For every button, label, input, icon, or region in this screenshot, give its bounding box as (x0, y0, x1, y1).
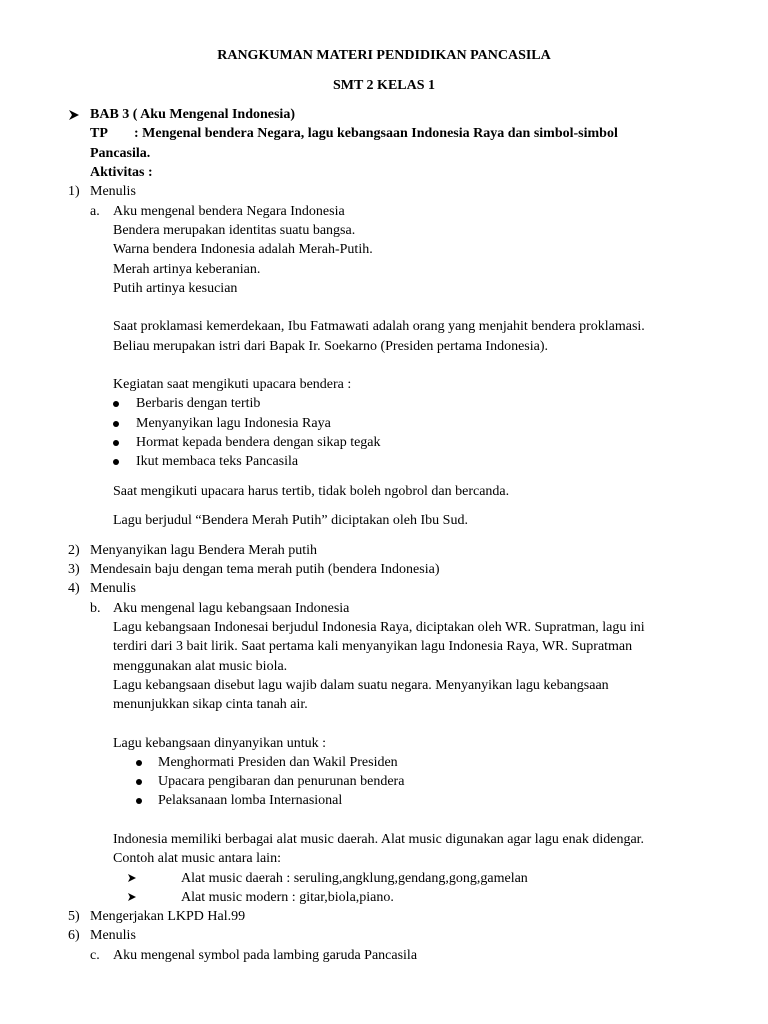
bullet-icon (113, 401, 119, 407)
arrow-bullet-icon (68, 109, 80, 121)
text-line: Kegiatan saat mengikuti upacara bendera : (113, 377, 352, 392)
tp-text: : Mengenal bendera Negara, lagu kebangsaan Indonesia Raya dan simbol-simbol (134, 126, 618, 141)
arrow-item: Alat music modern : gitar,biola,piano. (181, 890, 394, 905)
text-line: Lagu berjudul “Bendera Merah Putih” diciptakan oleh Ibu Sud. (113, 513, 468, 528)
bullet-icon (136, 798, 142, 804)
text-line: menunjukkan sikap cinta tanah air. (113, 697, 308, 712)
sub-list-title: Aku mengenal bendera Negara Indonesia (113, 204, 345, 219)
arrow-bullet-icon (127, 892, 137, 902)
bullet-icon (136, 779, 142, 785)
document-title: RANGKUMAN MATERI PENDIDIKAN PANCASILA (217, 48, 551, 63)
sub-list-title: Aku mengenal symbol pada lambing garuda Pancasila (113, 948, 418, 963)
bab-heading: BAB 3 ( Aku Mengenal Indonesia) (90, 107, 295, 122)
bullet-icon (113, 440, 119, 446)
bullet-icon (113, 459, 119, 465)
text-line: menggunakan alat music biola. (113, 659, 288, 674)
list-number: 5) (68, 909, 80, 924)
list-number: 6) (68, 928, 80, 943)
text-line: Merah artinya keberanian. (113, 262, 261, 277)
arrow-item: Alat music daerah : seruling,angklung,gendang,gong,gamelan (181, 871, 528, 886)
sub-list-marker: a. (90, 204, 100, 219)
list-number: 4) (68, 581, 80, 596)
aktivitas-label: Aktivitas : (90, 165, 153, 180)
arrow-bullet-icon (127, 873, 137, 883)
list-item: Menulis (90, 581, 136, 596)
text-line: Bendera merupakan identitas suatu bangsa. (113, 223, 356, 238)
bullet-item: Ikut membaca teks Pancasila (136, 454, 299, 469)
list-item: Menulis (90, 928, 136, 943)
text-line: terdiri dari 3 bait lirik. Saat pertama kali menyanyikan lagu Indonesia Raya, WR. Supratman (113, 639, 633, 654)
text-line: Indonesia memiliki berbagai alat music daerah. Alat music digunakan agar lagu enak didengar. (113, 832, 645, 847)
text-line: Contoh alat music antara lain: (113, 851, 281, 866)
tp-label: TP (90, 126, 108, 141)
text-line: Lagu kebangsaan disebut lagu wajib dalam suatu negara. Menyanyikan lagu kebangsaan (113, 678, 609, 693)
bullet-icon (113, 421, 119, 427)
list-item: Mendesain baju dengan tema merah putih (bendera Indonesia) (90, 562, 440, 577)
document-subtitle: SMT 2 KELAS 1 (332, 78, 436, 93)
list-item: Menulis (90, 184, 136, 199)
bullet-item: Upacara pengibaran dan penurunan bendera (158, 774, 405, 789)
bullet-item: Pelaksanaan lomba Internasional (158, 793, 343, 808)
list-number: 3) (68, 562, 80, 577)
text-line: Warna bendera Indonesia adalah Merah-Putih. (113, 242, 373, 257)
text-line: Beliau merupakan istri dari Bapak Ir. Soekarno (Presiden pertama Indonesia). (113, 339, 549, 354)
tp-text-continued: Pancasila. (90, 146, 151, 161)
list-item: Menyanyikan lagu Bendera Merah putih (90, 543, 318, 558)
list-number: 1) (68, 184, 80, 199)
sub-list-marker: c. (90, 948, 100, 963)
bullet-icon (136, 760, 142, 766)
list-number: 2) (68, 543, 80, 558)
bullet-item: Berbaris dengan tertib (136, 396, 261, 411)
text-line: Putih artinya kesucian (113, 281, 238, 296)
text-line: Lagu kebangsaan Indonesai berjudul Indonesia Raya, diciptakan oleh WR. Supratman, lagu ini (113, 620, 645, 635)
bullet-item: Hormat kepada bendera dengan sikap tegak (136, 435, 381, 450)
text-line: Saat mengikuti upacara harus tertib, tidak boleh ngobrol dan bercanda. (113, 484, 510, 499)
bullet-item: Menyanyikan lagu Indonesia Raya (136, 416, 331, 431)
text-line: Lagu kebangsaan dinyanyikan untuk : (113, 736, 327, 751)
sub-list-marker: b. (90, 601, 101, 616)
sub-list-title: Aku mengenal lagu kebangsaan Indonesia (113, 601, 350, 616)
text-line: Saat proklamasi kemerdekaan, Ibu Fatmawati adalah orang yang menjahit bendera proklamasi. (113, 319, 645, 334)
bullet-item: Menghormati Presiden dan Wakil Presiden (158, 755, 398, 770)
list-item: Mengerjakan LKPD Hal.99 (90, 909, 246, 924)
